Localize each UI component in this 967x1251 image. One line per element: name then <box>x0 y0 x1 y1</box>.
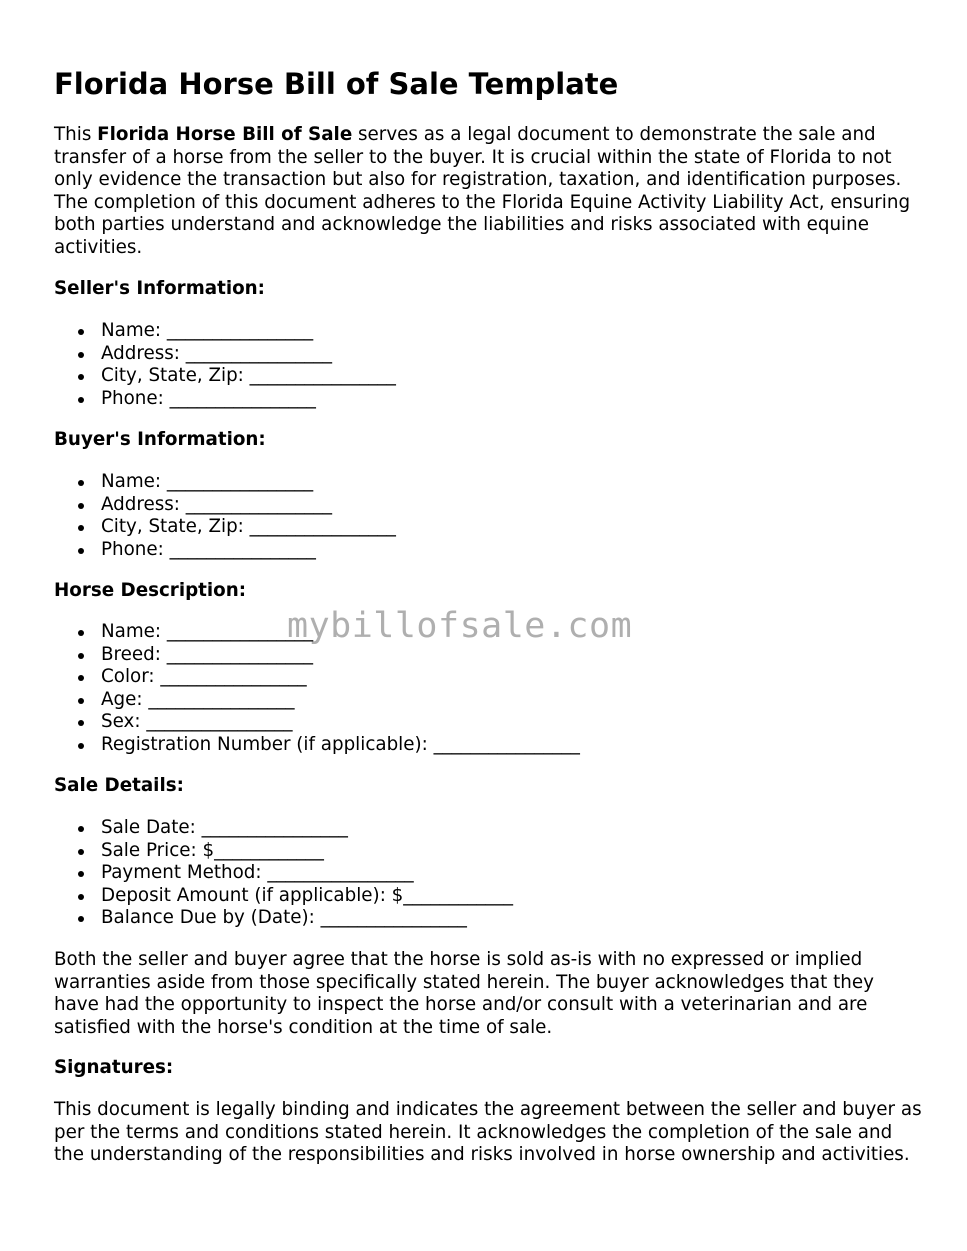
buyer-list <box>54 471 396 561</box>
signatures-paragraph: This document is legally binding and indicates the agreement between the seller and buyer as per the terms and conditions stated herein. It acknowledges the completion of the sale and the understanding of the responsibilities and risks involved in horse ownership and activities. <box>54 1099 922 1166</box>
seller-address-field: Address: ________________ <box>54 343 396 366</box>
buyer-phone-field: Phone: ________________ <box>54 539 396 562</box>
sale-price-field: Sale Price: $____________ <box>54 840 513 863</box>
sale-date-field: Sale Date: ________________ <box>54 817 513 840</box>
signatures-heading: Signatures: <box>54 1057 174 1078</box>
horse-color-field: Color: ________________ <box>54 666 580 689</box>
intro-rest: serves as a legal document to demonstrate the sale and transfer of a horse from the seller to the buyer. It is crucial within the state of Florida to not only evidence the transaction but also for registration, taxation, and identification purposes. The completion of this document adheres to the Florida Equine Activity Liability Act, ensuring both parties understand and acknowledge the liabilities and risks associated with equine activities. <box>54 124 911 258</box>
horse-list <box>54 621 580 757</box>
seller-phone-field: Phone: ________________ <box>54 388 396 411</box>
horse-sex-field: Sex: ________________ <box>54 711 580 734</box>
buyer-address-field: Address: ________________ <box>54 494 396 517</box>
seller-city-state-zip-field: City, State, Zip: ________________ <box>54 365 396 388</box>
deposit-amount-field: Deposit Amount (if applicable): $____________ <box>54 885 513 908</box>
horse-breed-field: Breed: ________________ <box>54 644 580 667</box>
horse-heading: Horse Description: <box>54 580 247 601</box>
seller-heading: Seller's Information: <box>54 278 265 299</box>
page-title: Florida Horse Bill of Sale Template <box>54 67 619 101</box>
buyer-city-state-zip-field: City, State, Zip: ________________ <box>54 516 396 539</box>
warranty-paragraph: Both the seller and buyer agree that the horse is sold as-is with no expressed or implied warranties aside from those specifically stated herein. The buyer acknowledges that they have had the opportunity to inspect the horse and/or consult with a veterinarian and are satisfied with the horse's condition at the time of sale. <box>54 949 874 1038</box>
horse-registration-field: Registration Number (if applicable): ________________ <box>54 734 580 757</box>
sale-list <box>54 817 513 930</box>
watermark-text: mybillofsale.com <box>287 606 633 646</box>
intro-lead: This <box>54 124 98 145</box>
buyer-heading: Buyer's Information: <box>54 429 266 450</box>
seller-list <box>54 320 396 410</box>
sale-heading: Sale Details: <box>54 775 184 796</box>
intro-bold-term: Florida Horse Bill of Sale <box>97 124 353 145</box>
horse-name-field: Name: ________________ <box>54 621 580 644</box>
intro-paragraph <box>54 124 924 260</box>
seller-name-field: Name: ________________ <box>54 320 396 343</box>
horse-age-field: Age: ________________ <box>54 689 580 712</box>
buyer-name-field: Name: ________________ <box>54 471 396 494</box>
payment-method-field: Payment Method: ________________ <box>54 862 513 885</box>
balance-due-field: Balance Due by (Date): ________________ <box>54 907 513 930</box>
